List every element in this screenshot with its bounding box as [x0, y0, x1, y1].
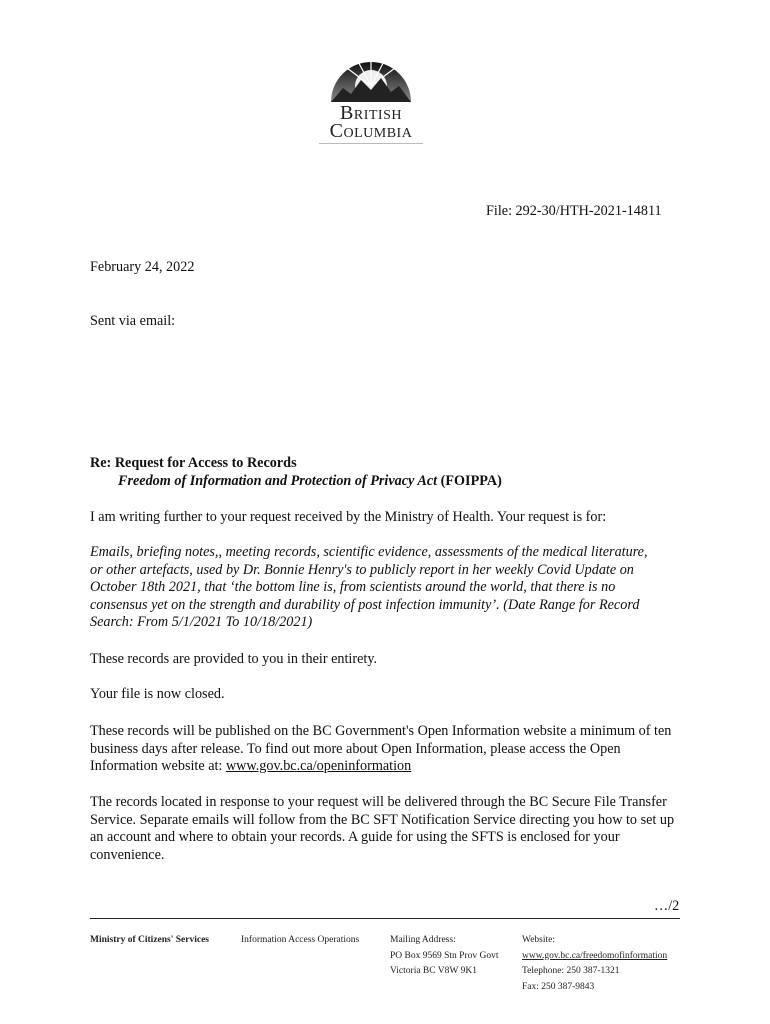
request-paragraph: Emails, briefing notes,, meeting records, scientific evidence, assessments of the medical literature, or other artefacts, used by Dr. Bonnie Henry's to publicly report in her weekly Covid Update on October 18th 2021, that ‘the bottom line is, from scientists around the world, that there is no consensus yet on the strength and durability of post infection immunity’. (Date Range for Record Search: From 5/1/2021 To 10/18/2021): [90, 544, 648, 630]
mailing-line2: Victoria BC V8W 9K1: [390, 966, 477, 976]
footer-mailing: [390, 933, 498, 980]
footer-divider: [90, 918, 680, 919]
footer-contact: [522, 933, 667, 995]
file-reference: File: 292-30/HTH-2021-14811: [486, 203, 662, 219]
fax: Fax: 250 387-9843: [522, 981, 595, 992]
logo-text-columbia: Columbia: [329, 120, 413, 142]
footer-branch: Information Access Operations: [241, 935, 360, 945]
sun-mountains-icon: [329, 46, 413, 104]
logo-text-british: British: [340, 102, 402, 124]
entirety-paragraph: These records are provided to you in their entirety.: [90, 651, 378, 667]
website-label: Website:: [522, 935, 556, 945]
mailing-line1: PO Box 9569 Stn Prov Govt: [390, 950, 499, 961]
intro-paragraph: I am writing further to your request received by the Ministry of Health. Your request is for:: [90, 509, 607, 525]
closed-paragraph: Your file is now closed.: [90, 686, 225, 702]
act-line: [118, 473, 502, 491]
sfts-paragraph: The records located in response to your request will be delivered through the BC Secure File Transfer Service. Separate emails will follow from the BC SFT Notification Service directing you how to set up an account and where to obtain your records. A guide for using the SFTS is enclosed for your convenience.: [90, 794, 675, 863]
mailing-label: Mailing Address:: [390, 935, 456, 945]
footer-ministry: Ministry of Citizens' Services: [90, 935, 209, 945]
publish-text: These records will be published on the BC Government's Open Information website a minimum of ten business days after release. To find out more about Open Information, please access the Open Information website at:: [90, 723, 672, 774]
telephone: Telephone: 250 387-1321: [522, 966, 620, 976]
logo-divider: [319, 143, 423, 144]
website-link[interactable]: www.gov.bc.ca/freedomofinformation: [522, 950, 668, 961]
bc-logo: [311, 42, 431, 146]
page-continuation: …/2: [654, 898, 680, 914]
publish-paragraph: [90, 723, 680, 776]
re-line: Re: Request for Access to Records: [90, 455, 297, 471]
act-name: Freedom of Information and Protection of Privacy Act: [118, 473, 438, 489]
letter-date: February 24, 2022: [90, 259, 195, 275]
sent-via: Sent via email:: [90, 313, 176, 329]
act-abbreviation: (FOIPPA): [437, 473, 502, 489]
open-information-link[interactable]: www.gov.bc.ca/openinformation: [225, 758, 412, 774]
